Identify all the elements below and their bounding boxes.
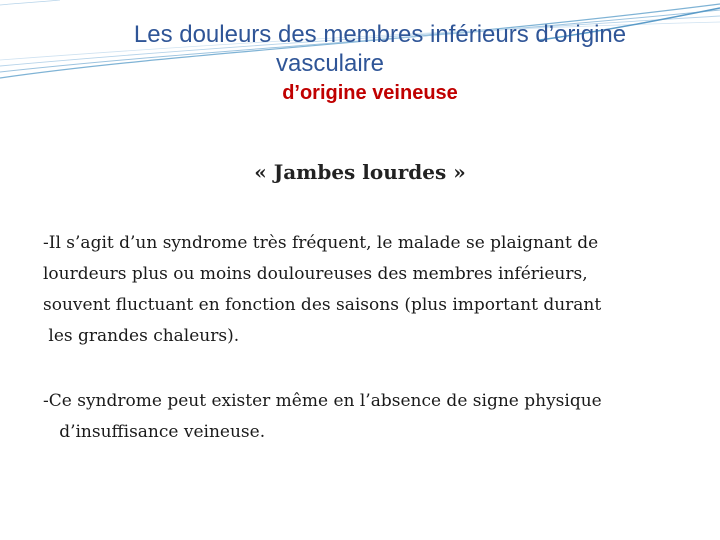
slide-subtitle: d’origine veineuse xyxy=(282,82,458,104)
slide-title-line1: Les douleurs des membres inférieurs d’origine xyxy=(133,21,627,48)
paragraph-2-line: d’insuffisance veineuse. xyxy=(43,422,266,442)
paragraph-2-line: -Ce syndrome peut exister même en l’absence de signe physique xyxy=(43,391,602,411)
paragraph-1-line: lourdeurs plus ou moins douloureuses des membres inférieurs, xyxy=(43,264,588,284)
section-heading: « Jambes lourdes » xyxy=(254,160,466,184)
paragraph-1-line: souvent fluctuant en fonction des saisons (plus important durant xyxy=(43,295,602,315)
paragraph-1-line: -Il s’agit d’un syndrome très fréquent, le malade se plaignant de xyxy=(43,233,599,253)
paragraph-2 xyxy=(43,386,683,448)
slide-title xyxy=(0,20,720,78)
paragraph-1-line: les grandes chaleurs). xyxy=(43,326,240,346)
paragraph-1 xyxy=(43,228,683,352)
slide-title-line2: vasculaire xyxy=(275,50,385,77)
